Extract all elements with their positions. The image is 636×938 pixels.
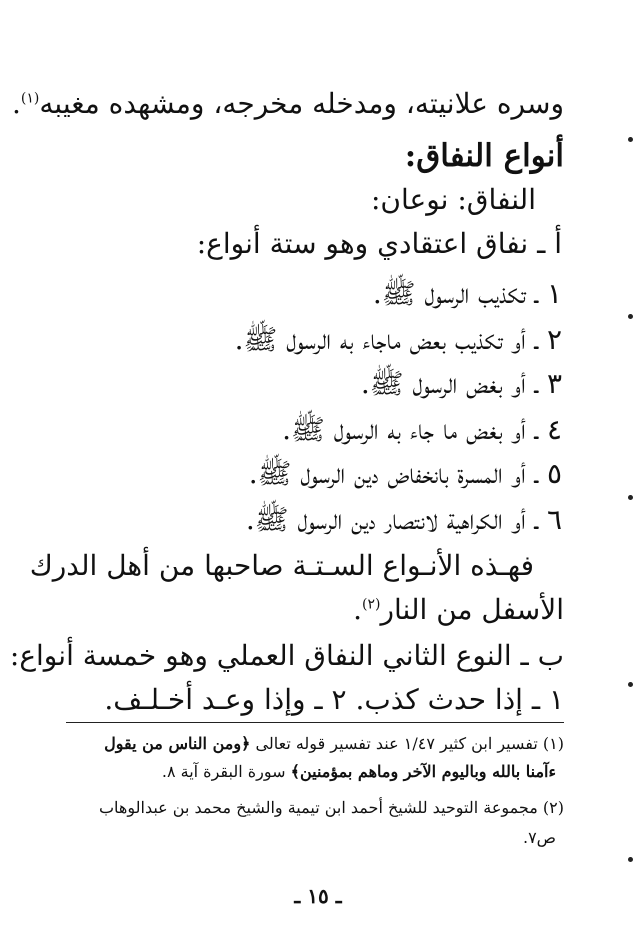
footnote-ref-2: (٢)	[362, 596, 381, 613]
page-number: ـ ١٥ ـ	[294, 884, 342, 908]
body-line-12: الأسفل من النار$^{(٢)}$.	[353, 593, 564, 626]
body-line-11: فهـذه الأنـواع السـتـة صاحبها من أهل الدرك	[29, 549, 534, 582]
margin-mark	[628, 314, 633, 319]
body-line-1: وسره علانيته، ومدخله مخرجه، ومشهده مغيبه$^{(١)}$.	[11, 87, 564, 120]
list-item-3: ٣ ـ أو بغض الرسول ﷺ.	[360, 367, 562, 400]
footnote-ref-1: (١)	[20, 90, 40, 107]
list-item-1: ١ ـ تكذيب الرسول ﷺ.	[372, 277, 562, 310]
margin-mark	[628, 857, 633, 862]
footnote-1-line-1: (١) تفسير ابن كثير ١/٤٧ عند تفسير قوله تعالى ﴿ومن الناس من يقول	[104, 734, 564, 753]
body-line-14: ١ ـ إذا حدث كذب. ٢ ـ وإذا وعـد أخـلـف.	[104, 683, 564, 716]
section-heading: أنواع النفاق:	[404, 138, 564, 174]
list-item-4: ٤ ـ أو بغض ما جاء به الرسول ﷺ.	[282, 413, 562, 446]
margin-mark	[628, 495, 633, 500]
list-item-5: ٥ ـ أو المسرة بانخفاض دين الرسول ﷺ.	[248, 457, 562, 490]
margin-mark	[628, 682, 633, 687]
footnote-2-line-2: ص٧.	[522, 828, 556, 847]
body-line-4: أ ـ نفاق اعتقادي وهو ستة أنواع:	[196, 227, 562, 260]
body-line-3: النفاق: نوعان:	[370, 183, 536, 216]
footnote-1-line-2: ءآمنا بالله وباليوم الآخر وماهم بمؤمنين﴾ سورة البقرة آية ٨.	[161, 762, 556, 781]
list-item-2: ٢ ـ أو تكذيب بعض ماجاء به الرسول ﷺ.	[234, 323, 562, 356]
body-line-13: ب ـ النوع الثاني النفاق العملي وهو خمسة أنواع:	[9, 639, 564, 672]
footnote-separator	[66, 722, 564, 723]
margin-mark	[628, 137, 633, 142]
list-item-6: ٦ ـ أو الكراهية لانتصار دين الرسول ﷺ.	[245, 503, 562, 536]
footnote-2-line-1: (٢) مجموعة التوحيد للشيخ أحمد ابن تيمية والشيخ محمد بن عبدالوهاب	[98, 798, 564, 817]
